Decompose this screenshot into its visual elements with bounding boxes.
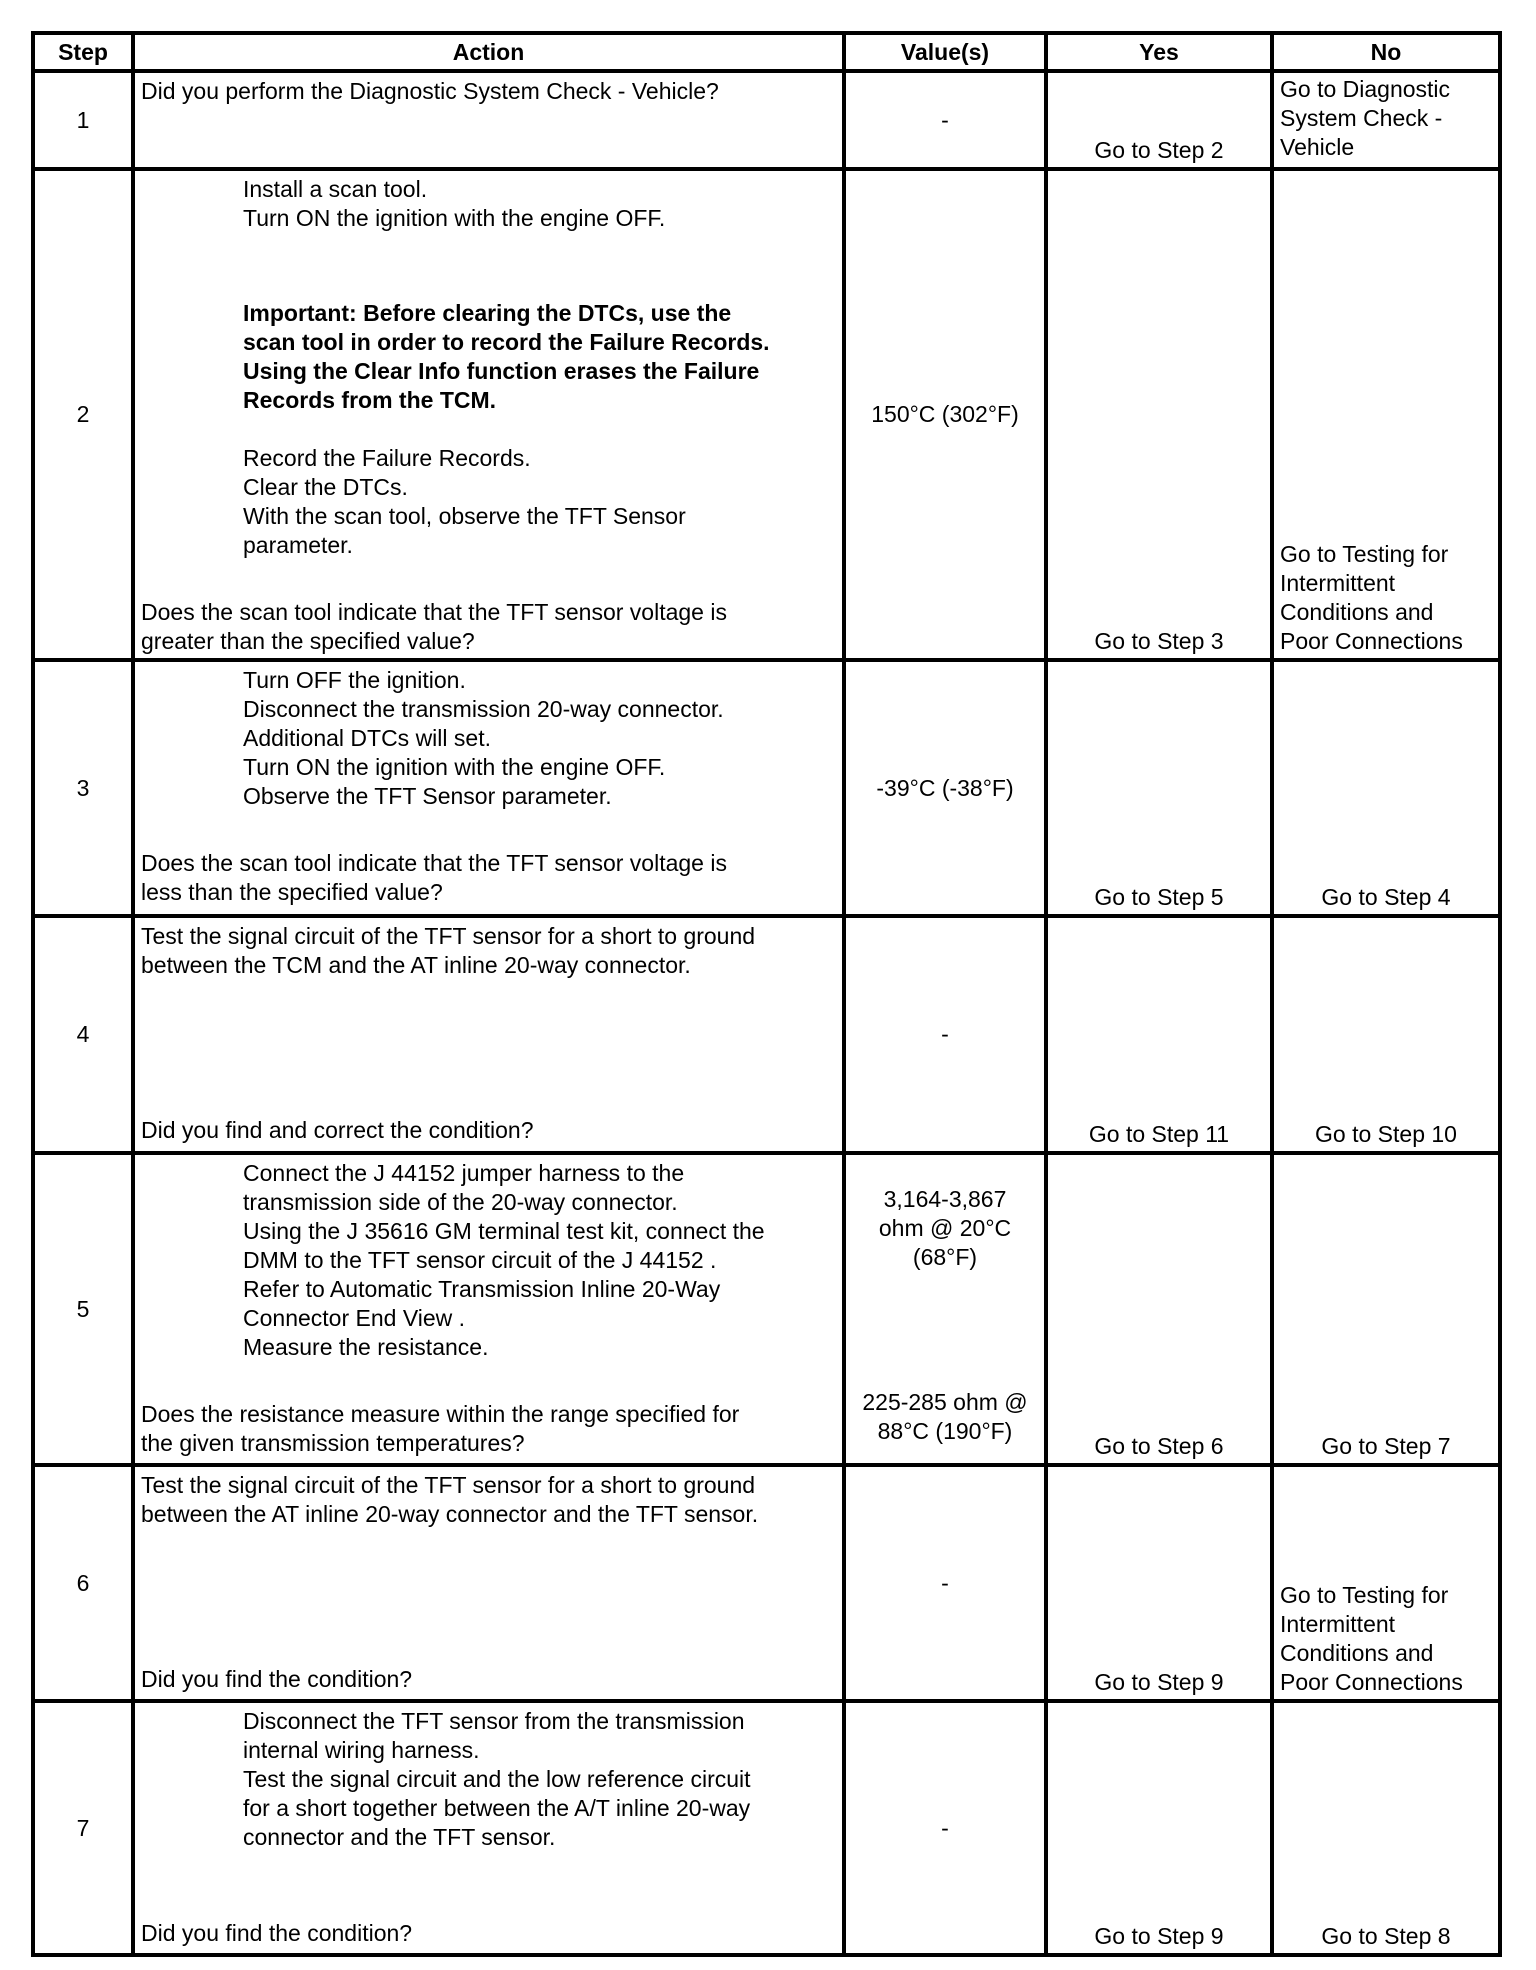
no-cell: Go to Step 10 <box>1272 916 1500 1153</box>
step-number: 5 <box>33 1153 133 1465</box>
action-step: for a short together between the A/T inline 20-way <box>243 1795 751 1821</box>
no-line: Vehicle <box>1280 134 1355 160</box>
value-line: ohm @ 20°C <box>878 1215 1012 1241</box>
no-cell <box>1272 71 1500 169</box>
value-line: 88°C (190°F) <box>877 1418 1013 1444</box>
action-text: Test the signal circuit of the TFT sensor for a short to ground <box>141 923 756 949</box>
header-step: Step <box>33 33 133 71</box>
action-cell <box>133 1465 844 1701</box>
action-step: internal wiring harness. <box>243 1737 480 1763</box>
action-cell <box>133 169 844 660</box>
table-row <box>33 916 1500 1153</box>
question-line: Did you find the condition? <box>141 1666 413 1692</box>
value-cell: - <box>844 1465 1046 1701</box>
no-cell: Go to Step 7 <box>1272 1153 1500 1465</box>
action-cell <box>133 1153 844 1465</box>
action-step: Disconnect the TFT sensor from the transmission <box>243 1708 745 1734</box>
action-step: Connector End View . <box>243 1305 466 1331</box>
action-cell <box>133 71 844 169</box>
no-line: System Check - <box>1280 105 1443 131</box>
table-row <box>33 169 1500 660</box>
value-cell: - <box>844 71 1046 169</box>
table-row <box>33 1153 1500 1465</box>
header-row <box>33 33 1500 71</box>
question-line: less than the specified value? <box>141 879 443 905</box>
action-step: Clear the DTCs. <box>243 474 408 500</box>
important-line: scan tool in order to record the Failure Records. <box>243 329 770 355</box>
step-number: 1 <box>33 71 133 169</box>
value-cell: - <box>844 1701 1046 1955</box>
value-cell: - <box>844 916 1046 1153</box>
action-step: Turn ON the ignition with the engine OFF. <box>243 754 666 780</box>
no-cell <box>1272 1465 1500 1701</box>
table-row <box>33 1701 1500 1955</box>
action-step: Disconnect the transmission 20-way connector. <box>243 696 724 722</box>
yes-cell: Go to Step 2 <box>1046 71 1272 169</box>
question-line: greater than the specified value? <box>141 628 475 654</box>
no-line: Poor Connections <box>1280 1669 1463 1695</box>
no-cell: Go to Step 8 <box>1272 1701 1500 1955</box>
no-line: Intermittent <box>1280 570 1396 596</box>
no-line: Poor Connections <box>1280 628 1463 654</box>
value-cell: -39°C (-38°F) <box>844 660 1046 916</box>
action-step: Install a scan tool. <box>243 176 428 202</box>
no-line: Go to Testing for <box>1280 541 1449 567</box>
no-cell: Go to Step 4 <box>1272 660 1500 916</box>
step-number: 3 <box>33 660 133 916</box>
action-step: Turn OFF the ignition. <box>243 667 466 693</box>
yes-cell: Go to Step 6 <box>1046 1153 1272 1465</box>
table-row <box>33 1465 1500 1701</box>
table-row <box>33 71 1500 169</box>
value-line: 3,164-3,867 <box>883 1186 1007 1212</box>
question-line: Does the scan tool indicate that the TFT sensor voltage is <box>141 599 727 625</box>
step-number: 6 <box>33 1465 133 1701</box>
no-line: Conditions and <box>1280 599 1434 625</box>
question-line: the given transmission temperatures? <box>141 1430 525 1456</box>
yes-cell: Go to Step 3 <box>1046 169 1272 660</box>
action-step: Turn ON the ignition with the engine OFF. <box>243 205 666 231</box>
important-line: Using the Clear Info function erases the Failure <box>243 358 760 384</box>
action-text: between the AT inline 20-way connector and the TFT sensor. <box>141 1501 759 1527</box>
header-action: Action <box>133 33 844 71</box>
action-step: Using the J 35616 GM terminal test kit, connect the <box>243 1218 765 1244</box>
action-text: between the TCM and the AT inline 20-way connector. <box>141 952 691 978</box>
action-cell <box>133 916 844 1153</box>
header-no: No <box>1272 33 1500 71</box>
header-yes: Yes <box>1046 33 1272 71</box>
step-number: 2 <box>33 169 133 660</box>
no-cell <box>1272 169 1500 660</box>
yes-cell: Go to Step 5 <box>1046 660 1272 916</box>
action-cell <box>133 1701 844 1955</box>
action-step: Observe the TFT Sensor parameter. <box>243 783 612 809</box>
table-row <box>33 660 1500 916</box>
step-number: 4 <box>33 916 133 1153</box>
no-line: Intermittent <box>1280 1611 1396 1637</box>
step-number: 7 <box>33 1701 133 1955</box>
action-step: parameter. <box>243 532 353 558</box>
no-line: Conditions and <box>1280 1640 1434 1666</box>
action-step: connector and the TFT sensor. <box>243 1824 556 1850</box>
action-text: Did you perform the Diagnostic System Check - Vehicle? <box>141 78 719 104</box>
question-line: Did you find and correct the condition? <box>141 1117 534 1143</box>
question-line: Did you find the condition? <box>141 1920 413 1946</box>
action-step: Connect the J 44152 jumper harness to the <box>243 1160 685 1186</box>
action-step: Record the Failure Records. <box>243 445 531 471</box>
action-text: Test the signal circuit of the TFT sensor for a short to ground <box>141 1472 756 1498</box>
yes-cell: Go to Step 9 <box>1046 1465 1272 1701</box>
important-line: Records from the TCM. <box>243 387 497 413</box>
yes-cell: Go to Step 11 <box>1046 916 1272 1153</box>
important-note <box>243 299 836 415</box>
value-cell: 150°C (302°F) <box>844 169 1046 660</box>
action-step: Additional DTCs will set. <box>243 725 491 751</box>
value-line: (68°F) <box>912 1244 978 1270</box>
action-cell <box>133 660 844 916</box>
header-values: Value(s) <box>844 33 1046 71</box>
action-step: With the scan tool, observe the TFT Sensor <box>243 503 686 529</box>
diagnostic-table <box>31 31 1502 1957</box>
value-cell <box>844 1153 1046 1465</box>
action-step: Test the signal circuit and the low reference circuit <box>243 1766 751 1792</box>
action-step: Refer to Automatic Transmission Inline 20-Way <box>243 1276 721 1302</box>
action-step: transmission side of the 20-way connector. <box>243 1189 678 1215</box>
yes-cell: Go to Step 9 <box>1046 1701 1272 1955</box>
question-line: Does the resistance measure within the range specified for <box>141 1401 740 1427</box>
value-line: 225-285 ohm @ <box>862 1389 1028 1415</box>
question-line: Does the scan tool indicate that the TFT sensor voltage is <box>141 850 727 876</box>
action-step: DMM to the TFT sensor circuit of the J 44152 . <box>243 1247 717 1273</box>
action-step: Measure the resistance. <box>243 1334 489 1360</box>
no-line: Go to Testing for <box>1280 1582 1449 1608</box>
important-line: Important: Before clearing the DTCs, use the <box>243 300 732 326</box>
no-line: Go to Diagnostic <box>1280 76 1451 102</box>
